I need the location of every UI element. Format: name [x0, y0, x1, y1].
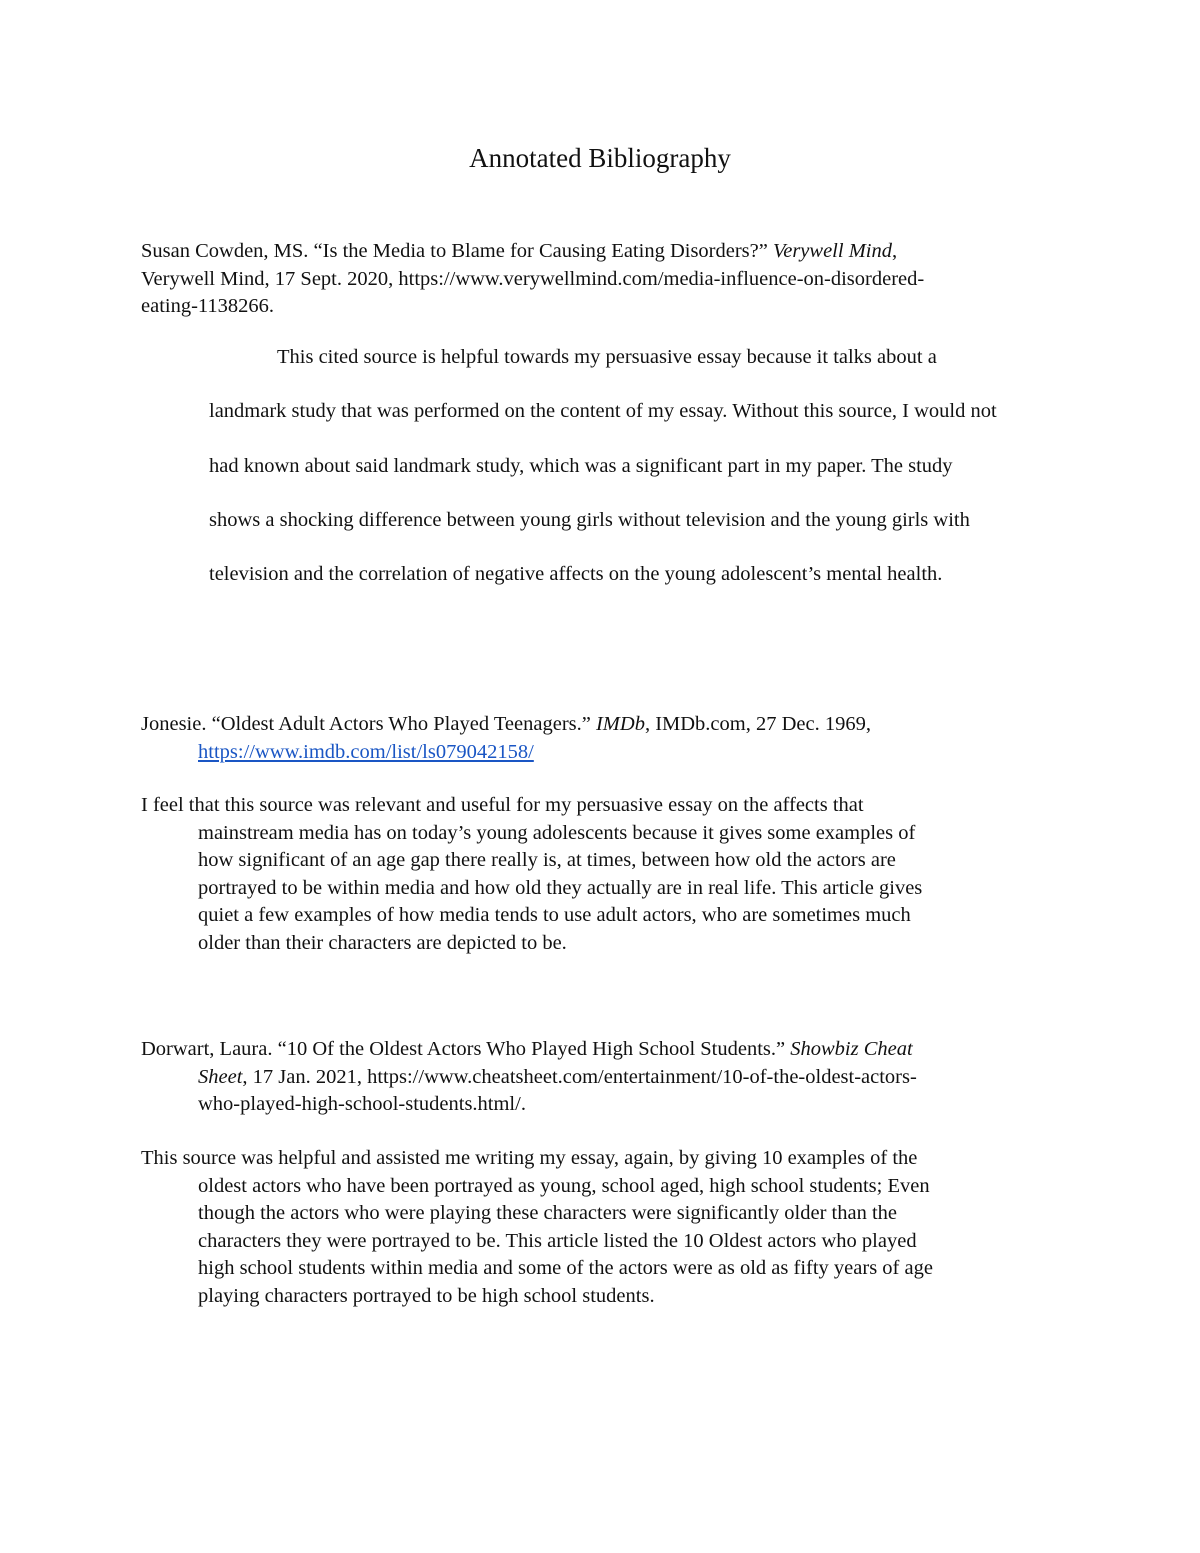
imdb-list-link[interactable]: https://www.imdb.com/list/ls079042158/	[198, 740, 534, 763]
annotation-line: high school students within media and some of the actors were as old as fifty years of age	[198, 1257, 933, 1279]
citation-text: Jonesie. “Oldest Adult Actors Who Played Teenagers.”	[141, 713, 596, 735]
annotation-line: older than their characters are depicted to be.	[198, 931, 567, 954]
annotation-line: This source was helpful and assisted me writing my essay, again, by giving 10 examples of the	[141, 1147, 918, 1169]
annotation-line: characters they were portrayed to be. This article listed the 10 Oldest actors who played	[198, 1229, 917, 1252]
citation-2	[141, 711, 1071, 766]
container-title: IMDb	[595, 713, 645, 735]
citation-1-line-3: eating-1138266.	[141, 295, 275, 317]
citation-text: Dorwart, Laura. “10 Of the Oldest Actors Who Played High School Students.”	[141, 1038, 791, 1060]
citation-2-line-2	[141, 739, 1071, 767]
citation-1-line-2: Verywell Mind, 17 Sept. 2020, https://www.verywellmind.com/media-influence-on-disordered-	[141, 267, 925, 290]
annotation-line: landmark study that was performed on the content of my essay. Without this source, I would not	[209, 400, 997, 423]
annotation-line: mainstream media has on today’s young adolescents because it gives some examples of	[198, 821, 916, 844]
container-title: Showbiz Cheat	[790, 1038, 913, 1060]
page-title: Annotated Bibliography	[469, 143, 731, 173]
annotation-line: quiet a few examples of how media tends to use adult actors, who are sometimes much	[198, 904, 911, 926]
annotation-line: I feel that this source was relevant and useful for my persuasive essay on the affects that	[141, 794, 864, 816]
citation-2-line-1	[141, 711, 1071, 739]
annotation-2	[141, 792, 1071, 957]
annotation-line: though the actors who were playing these characters were significantly older than the	[198, 1202, 898, 1224]
annotation-line: shows a shocking difference between young girls without television and the young girls with	[209, 508, 970, 531]
annotation-3	[141, 1145, 1071, 1310]
annotation-line: television and the correlation of negative affects on the young adolescent’s mental health.	[209, 563, 943, 586]
annotation-line: portrayed to be within media and how old they actually are in real life. This article gives	[198, 876, 923, 899]
citation-3-line-2	[141, 1064, 1071, 1092]
annotation-line: oldest actors who have been portrayed as young, school aged, high school students; Even	[198, 1174, 930, 1197]
citation-3-line-1	[141, 1036, 1071, 1064]
citation-3-line-3: who-played-high-school-students.html/.	[198, 1093, 526, 1115]
citation-text: , 17 Jan. 2021, https://www.cheatsheet.com/entertainment/10-of-the-oldest-actors-	[242, 1065, 917, 1088]
citation-text: ,	[891, 240, 898, 262]
citation-text: Susan Cowden, MS. “Is the Media to Blame for Causing Eating Disorders?”	[141, 240, 773, 262]
container-title: Verywell Mind	[772, 240, 892, 262]
annotation-line: playing characters portrayed to be high school students.	[198, 1284, 655, 1307]
annotation-line: This cited source is helpful towards my persuasive essay because it talks about a	[277, 346, 937, 368]
citation-text: , IMDb.com, 27 Dec. 1969,	[644, 713, 871, 735]
citation-3	[141, 1036, 1071, 1119]
citation-1	[141, 238, 1071, 321]
annotation-line: had known about said landmark study, which was a significant part in my paper. The study	[209, 454, 953, 477]
annotation-line: how significant of an age gap there really is, at times, between how old the actors are	[198, 849, 896, 871]
annotation-1	[141, 330, 1071, 601]
citation-1-line-1	[141, 238, 1071, 266]
container-title: Sheet	[198, 1065, 243, 1088]
